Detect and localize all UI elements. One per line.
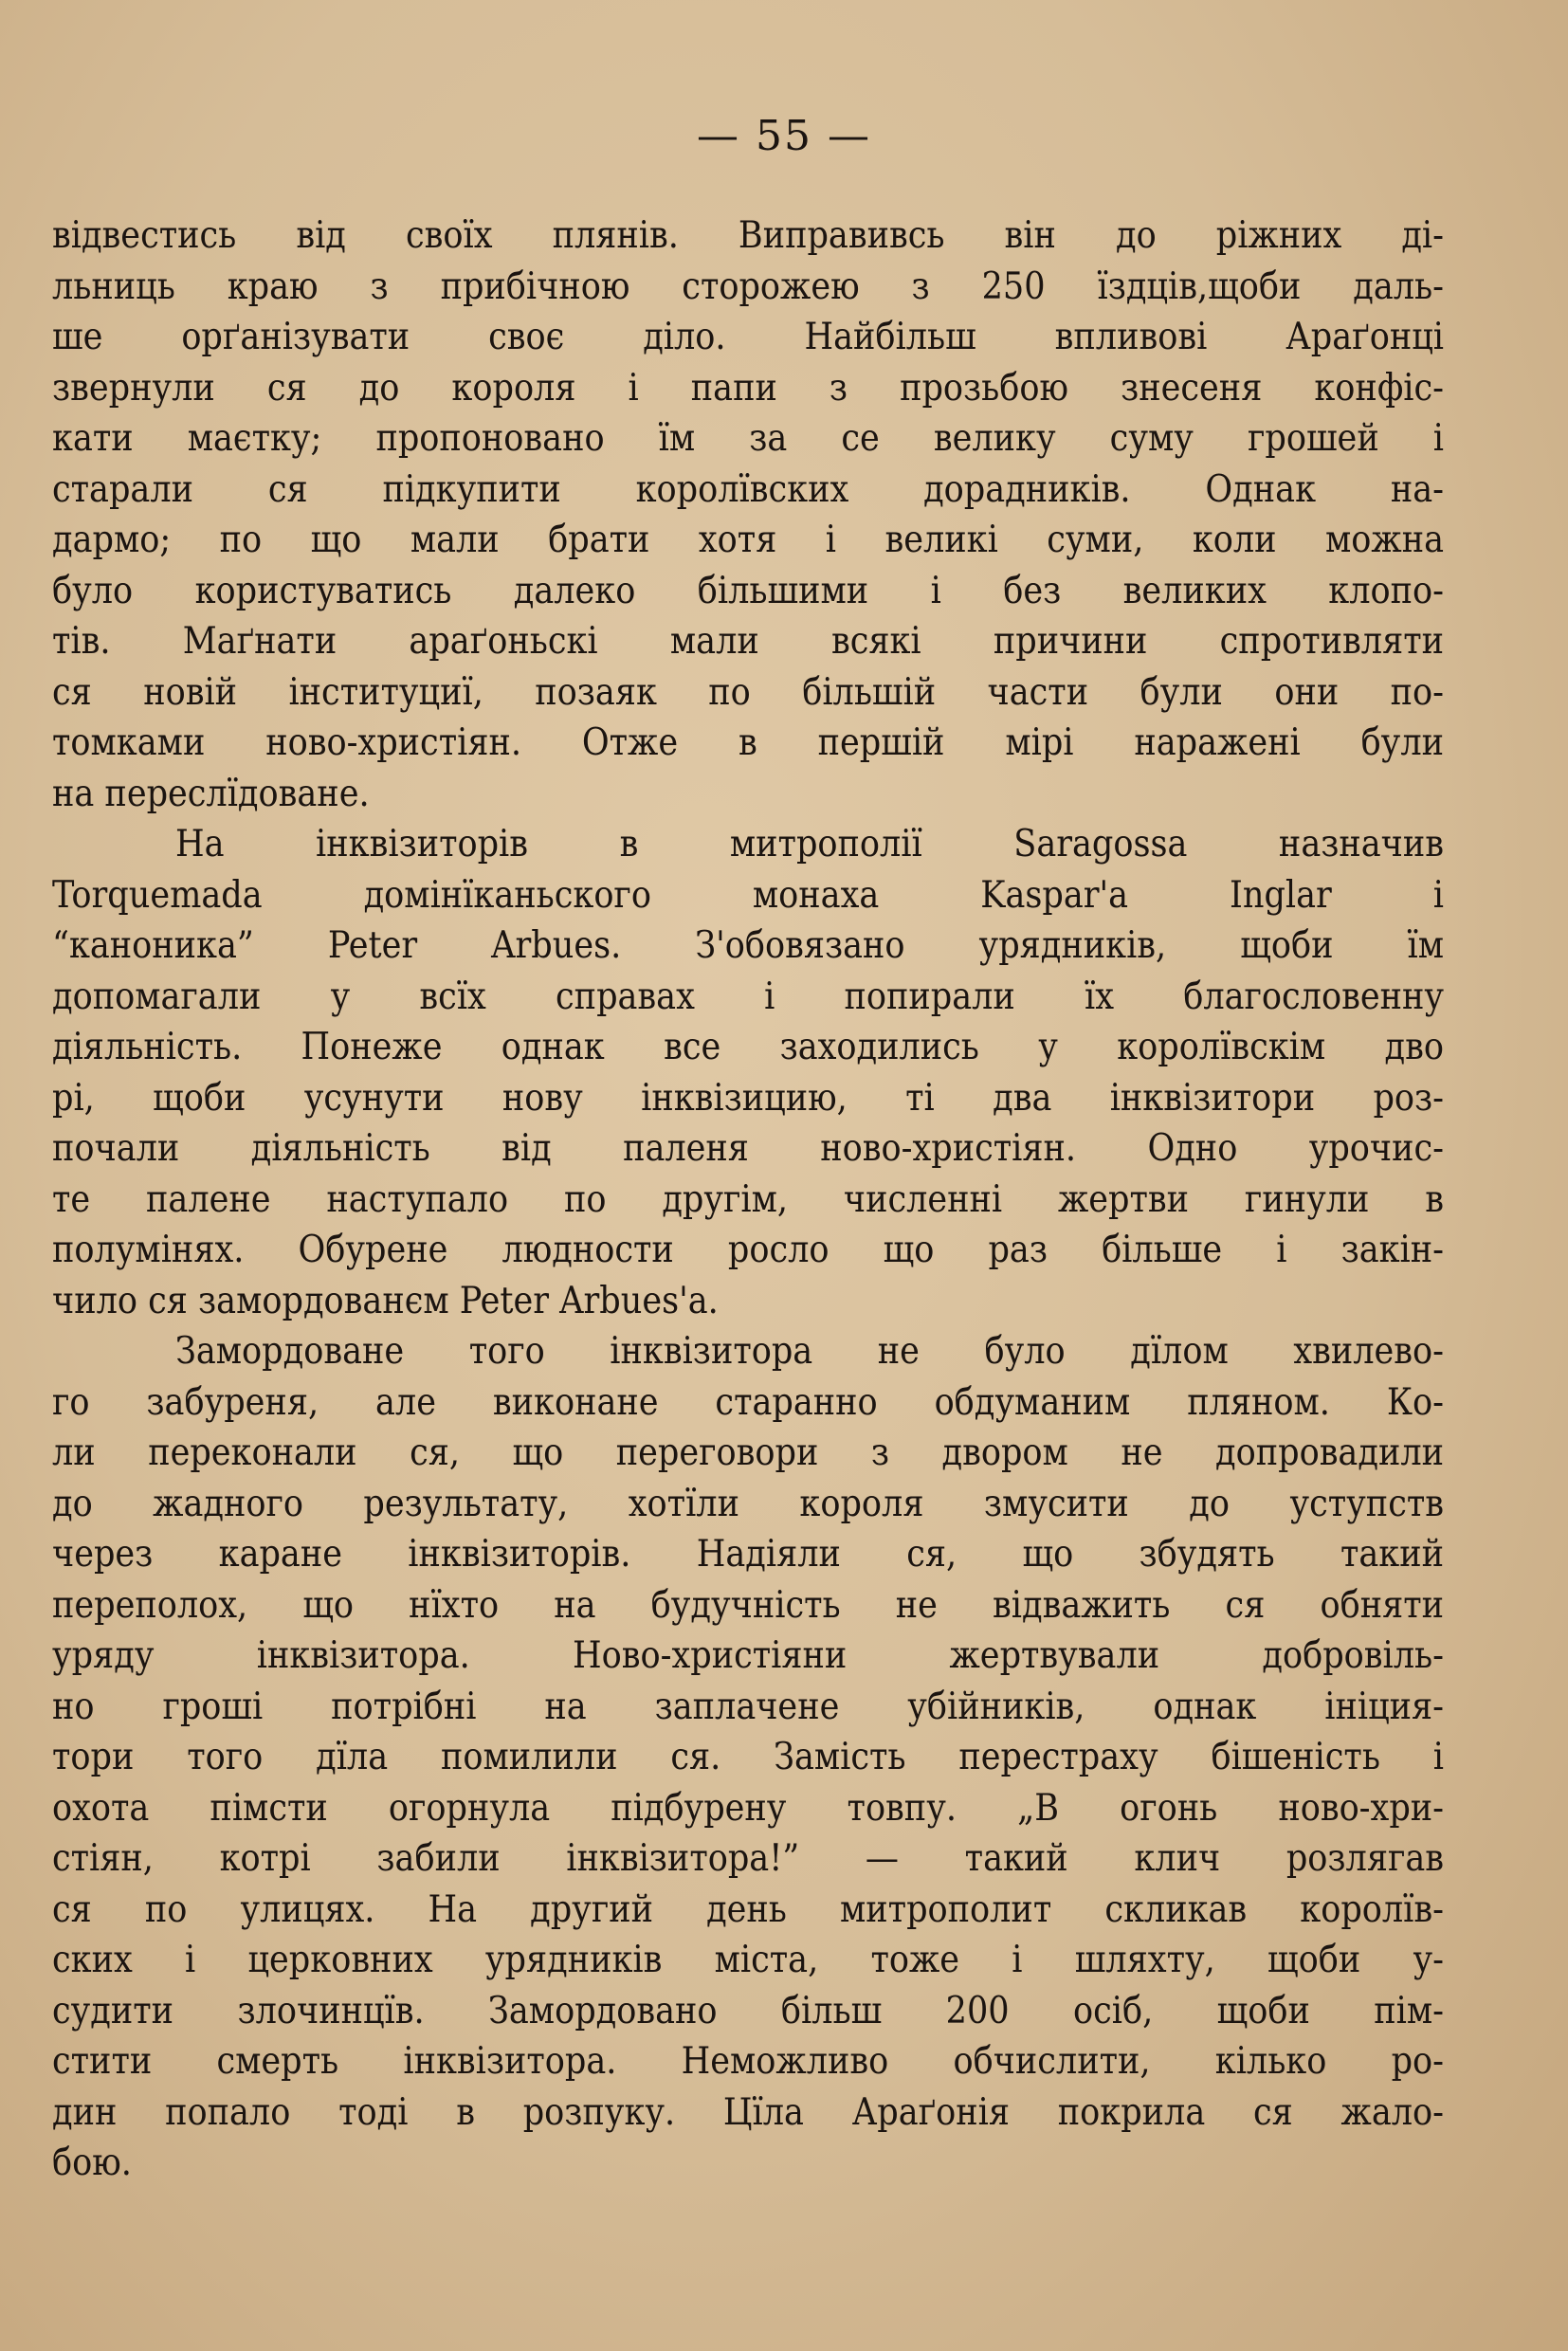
text-line: стити смерть інквізитора. Неможливо обчислити, кілько ро-: [52, 2040, 1444, 2083]
text-line: дин попало тоді в розпуку. Цїла Араґонія покрила ся жало-: [52, 2090, 1444, 2134]
text-line: охота пімсти огорнула підбурену товпу. „В огонь ново-хри-: [52, 1786, 1444, 1830]
text-line: тів. Маґнати араґоньскі мали всякі причини спротивляти: [52, 620, 1444, 663]
text-line: старали ся підкупити королївских дорадників. Однак на-: [52, 467, 1444, 511]
text-line: тори того дїла помилили ся. Замість перестраху бішеність і: [52, 1736, 1444, 1778]
text-line: ся новій інституциї, позаяк по більшій части були они по-: [52, 670, 1444, 714]
text-line: через каране інквізиторів. Надіяли ся, що збудять такий: [52, 1533, 1444, 1576]
text-line: діяльність. Понеже однак все заходились у королївскім дво: [52, 1026, 1444, 1068]
text-line: на переслїдоване.: [52, 772, 370, 815]
text-line: було користуватись далеко більшими і без великих клопо-: [52, 569, 1444, 612]
body-text: [52, 210, 1444, 2189]
paragraph: [52, 819, 1444, 1326]
text-line: стіян, котрі забили інквізитора!” — такий клич розлягав: [52, 1837, 1444, 1880]
text-line: те палене наступало по другім, численні жертви гинули в: [52, 1177, 1444, 1221]
text-line: до жадного результату, хотїли короля змусити до уступств: [52, 1482, 1444, 1525]
text-line: го забуреня, але виконане старанно обдуманим пляном. Ко-: [52, 1380, 1444, 1424]
page-number: — 55 —: [697, 112, 871, 160]
text-line: рі, щоби усунути нову інквізицию, ті два інквізитори роз-: [52, 1076, 1444, 1120]
text-line: ся по улицях. На другий день митрополит скликав королїв-: [52, 1887, 1444, 1931]
text-line: льниць краю з прибічною сторожею з 250 їздців,щоби даль-: [52, 264, 1444, 308]
text-line: чило ся замордованєм Peter Arbues'a.: [52, 1279, 719, 1322]
text-line: ше орґанізувати своє діло. Найбільш впливові Араґонці: [52, 316, 1444, 358]
text-line: На інквізиторів в митрополії Saragossa назначив: [175, 823, 1444, 866]
text-line: дармо; по що мали брати хотя і великі суми, коли можна: [52, 519, 1444, 561]
text-line: відвестись від своїх плянів. Виправивсь він до ріжних ді-: [52, 214, 1444, 257]
text-line: томками ново-христіян. Отже в першій мірі наражені були: [52, 721, 1444, 764]
text-line: почали діяльність від паленя ново-христіян. Одно урочис-: [52, 1127, 1444, 1170]
paragraph: [52, 210, 1444, 819]
text-line: Замордоване того інквізитора не було дїлом хвилево-: [175, 1330, 1444, 1373]
text-line: ских і церковних урядників міста, тоже і шляхту, щоби у-: [52, 1939, 1444, 1981]
text-line: судити злочинцїв. Замордовано більш 200 осіб, щоби пім-: [52, 1989, 1444, 2032]
text-line: “каноника” Peter Arbues. З'обовязано урядників, щоби їм: [52, 924, 1444, 967]
text-line: уряду інквізитора. Ново-христіяни жертвували добровіль-: [52, 1634, 1444, 1677]
text-line: бою.: [52, 2141, 132, 2184]
text-line: переполох, що нїхто на будучність не відважить ся обняти: [52, 1583, 1444, 1627]
paragraph: [52, 1326, 1444, 2189]
text-line: кати маєтку; пропоновано їм за се велику суму грошей і: [52, 417, 1444, 460]
text-line: звернули ся до короля і папи з прозьбою знесеня конфіс-: [52, 366, 1444, 410]
text-line: допомагали у всїх справах і попирали їх благословенну: [52, 975, 1444, 1018]
text-line: полумінях. Обурене людности росло що раз більше і закін-: [52, 1229, 1444, 1271]
text-line: ли переконали ся, що переговори з двором не допровадили: [52, 1431, 1444, 1474]
text-line: Torquemada домінїканьского монаха Kaspar'a Inglar і: [52, 873, 1444, 917]
text-line: но гроші потрібні на заплачене убійників, однак ініция-: [52, 1685, 1444, 1728]
